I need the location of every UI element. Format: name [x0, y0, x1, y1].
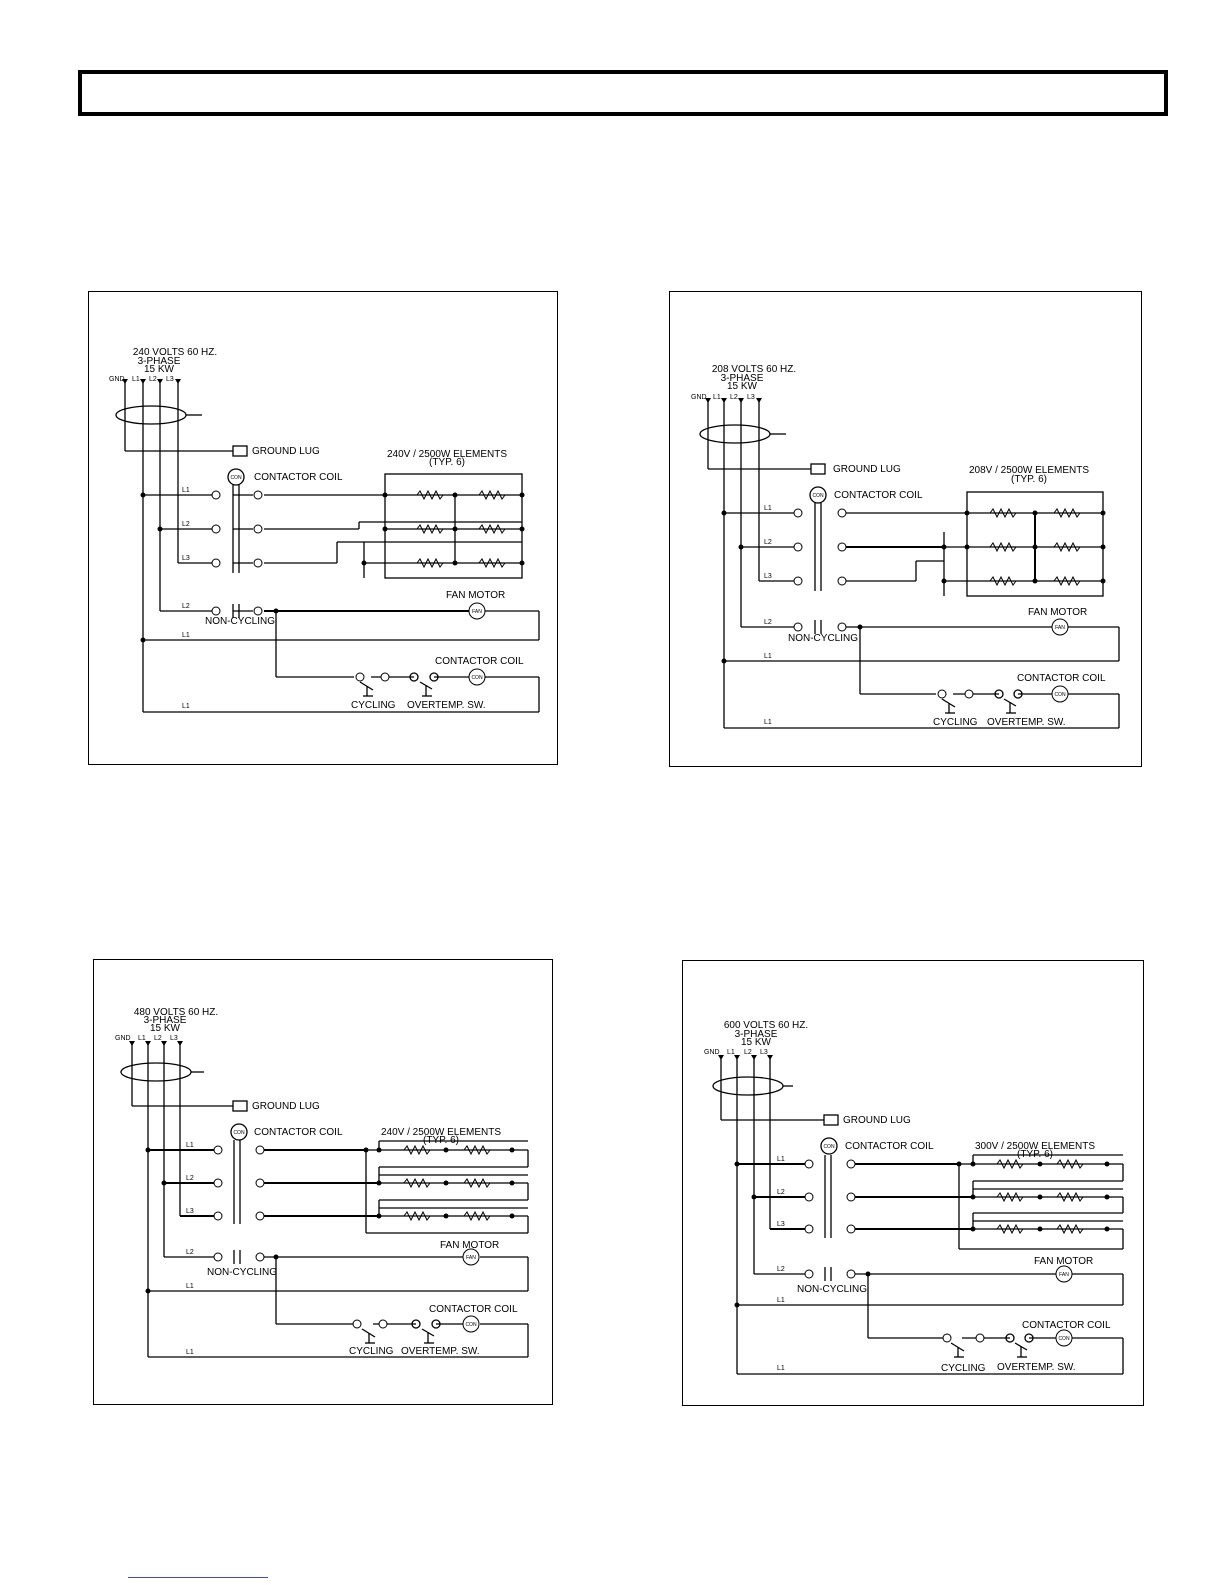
rung-l2-label: L2	[777, 1189, 785, 1196]
rung-l3-label: L3	[182, 555, 190, 562]
control-l1-label: L1	[777, 1365, 785, 1372]
con-symbol: CON	[823, 1144, 835, 1150]
control-l1-label: L1	[764, 719, 772, 726]
control-coil-label: CONTACTOR COIL	[435, 656, 524, 667]
footer-link-underline[interactable]	[128, 1577, 268, 1578]
ground-lug-label: GROUND LUG	[833, 464, 901, 475]
schematic	[94, 960, 553, 1405]
ground-lug-label: GROUND LUG	[843, 1115, 911, 1126]
wiring-diagram-208v	[669, 291, 1142, 767]
supply-phase: 3-PHASE	[720, 373, 764, 384]
con-coil-symbol: CON	[471, 675, 483, 681]
ground-lug-label: GROUND LUG	[252, 446, 320, 457]
non-cycling-label: NON-CYCLING	[205, 616, 276, 627]
fan-symbol: FAN	[1059, 1272, 1069, 1278]
rung-l3-label: L3	[186, 1208, 194, 1215]
schematic	[683, 961, 1144, 1406]
supply-voltage: 208 VOLTS 60 HZ.	[711, 364, 797, 375]
control-coil-label: CONTACTOR COIL	[1022, 1320, 1111, 1331]
supply-phase: 3-PHASE	[734, 1029, 778, 1040]
con-symbol: CON	[233, 1130, 245, 1136]
cycling-label: CYCLING	[933, 717, 978, 728]
fan-l2-label: L2	[186, 1249, 194, 1256]
cycling-label: CYCLING	[349, 1346, 394, 1357]
non-cycling-label: NON-CYCLING	[788, 633, 859, 644]
gnd-label: GND	[704, 1049, 720, 1056]
l3-label: L3	[166, 376, 174, 383]
supply-voltage: 600 VOLTS 60 HZ.	[723, 1020, 809, 1031]
l1-label: L1	[713, 394, 721, 401]
con-coil-symbol: CON	[465, 1322, 477, 1328]
overtemp-label: OVERTEMP. SW.	[407, 700, 486, 711]
non-cycling-label: NON-CYCLING	[797, 1284, 868, 1295]
supply-kw: 15 KW	[149, 1023, 181, 1034]
fan-l1-label: L1	[186, 1283, 194, 1290]
rung-l2-label: L2	[764, 539, 772, 546]
control-l1-label: L1	[186, 1349, 194, 1356]
supply-phase: 3-PHASE	[143, 1015, 187, 1026]
non-cycling-label: NON-CYCLING	[207, 1267, 278, 1278]
contactor-coil-label: CONTACTOR COIL	[254, 1127, 343, 1138]
contactor-coil-label: CONTACTOR COIL	[254, 472, 343, 483]
rung-l3-label: L3	[764, 573, 772, 580]
fan-l1-label: L1	[764, 653, 772, 660]
wiring-diagram-480v	[93, 959, 553, 1405]
schematic	[89, 292, 558, 765]
elements-label: 300V / 2500W ELEMENTS	[974, 1141, 1096, 1152]
l3-label: L3	[760, 1049, 768, 1056]
contactor-coil-label: CONTACTOR COIL	[845, 1141, 934, 1152]
elements-typ: (TYP. 6)	[1017, 1149, 1053, 1160]
gnd-label: GND	[109, 376, 125, 383]
elements-typ: (TYP. 6)	[1011, 474, 1047, 485]
elements-typ: (TYP. 6)	[423, 1135, 459, 1146]
gnd-label: GND	[115, 1035, 131, 1042]
rung-l1-label: L1	[764, 505, 772, 512]
fan-l2-label: L2	[764, 619, 772, 626]
con-symbol: CON	[812, 493, 824, 499]
fan-motor-label: FAN MOTOR	[1034, 1256, 1094, 1267]
l3-label: L3	[170, 1035, 178, 1042]
con-coil-symbol: CON	[1054, 692, 1066, 698]
supply-phase: 3-PHASE	[137, 356, 181, 367]
overtemp-label: OVERTEMP. SW.	[997, 1362, 1076, 1373]
l2-label: L2	[730, 394, 738, 401]
supply-voltage: 240 VOLTS 60 HZ.	[132, 347, 218, 358]
overtemp-label: OVERTEMP. SW.	[401, 1346, 480, 1357]
fan-symbol: FAN	[1055, 625, 1065, 631]
elements-label: 208V / 2500W ELEMENTS	[968, 465, 1090, 476]
l1-label: L1	[727, 1049, 735, 1056]
rung-l1-label: L1	[777, 1156, 785, 1163]
con-symbol: CON	[230, 475, 242, 481]
fan-symbol: FAN	[466, 1255, 476, 1261]
l2-label: L2	[744, 1049, 752, 1056]
control-coil-label: CONTACTOR COIL	[429, 1304, 518, 1315]
elements-label: 240V / 2500W ELEMENTS	[380, 1127, 502, 1138]
supply-kw: 15 KW	[740, 1037, 772, 1048]
wiring-diagram-600v	[682, 960, 1144, 1406]
fan-l1-label: L1	[182, 632, 190, 639]
schematic	[670, 292, 1142, 767]
supply-voltage: 480 VOLTS 60 HZ.	[133, 1007, 219, 1018]
rung-l3-label: L3	[777, 1221, 785, 1228]
supply-kw: 15 KW	[143, 364, 175, 375]
elements-label: 240V / 2500W ELEMENTS	[386, 449, 508, 460]
rung-l1-label: L1	[182, 487, 190, 494]
rung-l2-label: L2	[182, 521, 190, 528]
title-bar	[78, 70, 1168, 116]
fan-l2-label: L2	[182, 603, 190, 610]
cycling-label: CYCLING	[941, 1363, 986, 1374]
fan-motor-label: FAN MOTOR	[440, 1240, 500, 1251]
rung-l2-label: L2	[186, 1175, 194, 1182]
cycling-label: CYCLING	[351, 700, 396, 711]
l2-label: L2	[154, 1035, 162, 1042]
fan-motor-label: FAN MOTOR	[446, 590, 506, 601]
rung-l1-label: L1	[186, 1142, 194, 1149]
contactor-coil-label: CONTACTOR COIL	[834, 490, 923, 501]
control-coil-label: CONTACTOR COIL	[1017, 673, 1106, 684]
wiring-diagram-240v	[88, 291, 558, 765]
gnd-label: GND	[691, 394, 707, 401]
l1-label: L1	[138, 1035, 146, 1042]
l2-label: L2	[149, 376, 157, 383]
elements-typ: (TYP. 6)	[429, 457, 465, 468]
fan-l1-label: L1	[777, 1297, 785, 1304]
supply-kw: 15 KW	[726, 381, 758, 392]
control-l1-label: L1	[182, 703, 190, 710]
l1-label: L1	[132, 376, 140, 383]
overtemp-label: OVERTEMP. SW.	[987, 717, 1066, 728]
ground-lug-label: GROUND LUG	[252, 1101, 320, 1112]
fan-symbol: FAN	[472, 609, 482, 615]
fan-l2-label: L2	[777, 1266, 785, 1273]
l3-label: L3	[747, 394, 755, 401]
con-coil-symbol: CON	[1058, 1336, 1070, 1342]
fan-motor-label: FAN MOTOR	[1028, 607, 1088, 618]
